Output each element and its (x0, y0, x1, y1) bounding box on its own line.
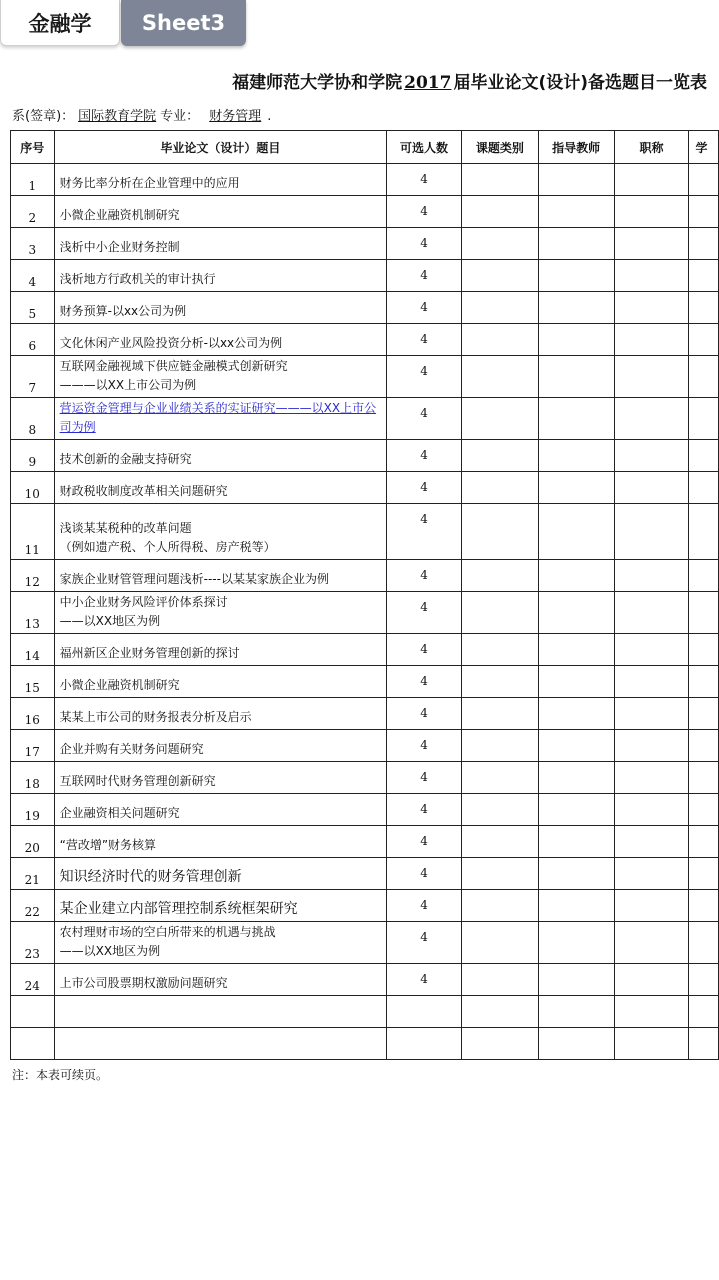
title-suffix: 届毕业论文(设计)备选题目一览表 (453, 73, 707, 93)
header-rank: 职称 (614, 131, 689, 164)
available-count: 4 (387, 324, 462, 356)
rank-cell (614, 730, 689, 762)
table-row (11, 922, 719, 964)
topic-text: 农村理财市场的空白所带来的机遇与挑战 (59, 925, 276, 939)
type-cell (461, 996, 538, 1028)
row-number: 21 (11, 858, 55, 890)
header-topic: 毕业论文（设计）题目 (54, 131, 386, 164)
rank-cell (614, 504, 689, 560)
rank-cell (614, 196, 689, 228)
row-number: 3 (11, 228, 55, 260)
topic-text: 互联网时代财务管理创新研究 (59, 774, 216, 788)
table-row (11, 858, 719, 890)
topic-cell (54, 1028, 386, 1060)
extra-cell (689, 592, 719, 634)
topic-cell (54, 826, 386, 858)
sheet-tab-bar (0, 0, 719, 52)
rank-cell (614, 666, 689, 698)
topic-cell (54, 858, 386, 890)
topic-cell (54, 164, 386, 196)
topic-text: ———以XX上市公司为例 (59, 378, 197, 392)
row-number: 18 (11, 762, 55, 794)
topic-text: 小微企业融资机制研究 (59, 208, 180, 222)
department-line (12, 105, 271, 124)
available-count: 4 (387, 762, 462, 794)
type-cell (461, 356, 538, 398)
topics-table (10, 130, 719, 1060)
available-count: 4 (387, 730, 462, 762)
type-cell (461, 592, 538, 634)
extra-cell (689, 996, 719, 1028)
extra-cell (689, 634, 719, 666)
teacher-cell (538, 666, 614, 698)
topic-cell (54, 666, 386, 698)
type-cell (461, 826, 538, 858)
row-number: 12 (11, 560, 55, 592)
rank-cell (614, 560, 689, 592)
type-cell (461, 964, 538, 996)
table-row (11, 292, 719, 324)
table-row (11, 440, 719, 472)
topic-cell (54, 698, 386, 730)
available-count: 4 (387, 398, 462, 440)
type-cell (461, 324, 538, 356)
row-number: 23 (11, 922, 55, 964)
table-row (11, 592, 719, 634)
type-cell (461, 472, 538, 504)
teacher-cell (538, 634, 614, 666)
type-cell (461, 698, 538, 730)
extra-cell (689, 1028, 719, 1060)
rank-cell (614, 634, 689, 666)
teacher-cell (538, 858, 614, 890)
extra-cell (689, 260, 719, 292)
teacher-cell (538, 762, 614, 794)
row-number (11, 1028, 55, 1060)
row-number: 8 (11, 398, 55, 440)
major-label: 专业： (160, 109, 200, 124)
table-row (11, 228, 719, 260)
topic-text: 财务预算-以xx公司为例 (59, 304, 187, 318)
type-cell (461, 504, 538, 560)
row-number: 5 (11, 292, 55, 324)
topic-text: 企业融资相关问题研究 (59, 806, 180, 820)
major-value: 财务管理 (209, 109, 262, 124)
header-teacher: 指导教师 (538, 131, 614, 164)
teacher-cell (538, 730, 614, 762)
header-type: 课题类别 (461, 131, 538, 164)
topic-cell (54, 560, 386, 592)
teacher-cell (538, 922, 614, 964)
type-cell (461, 890, 538, 922)
teacher-cell (538, 356, 614, 398)
teacher-cell (538, 398, 614, 440)
teacher-cell (538, 1028, 614, 1060)
rank-cell (614, 292, 689, 324)
available-count: 4 (387, 858, 462, 890)
row-number: 17 (11, 730, 55, 762)
available-count: 4 (387, 890, 462, 922)
available-count: 4 (387, 196, 462, 228)
available-count: 4 (387, 504, 462, 560)
table-row (11, 794, 719, 826)
topic-text: 中小企业财务风险评价体系探讨 (59, 595, 228, 609)
topic-cell (54, 196, 386, 228)
extra-cell (689, 356, 719, 398)
row-number: 22 (11, 890, 55, 922)
topic-text: “营改增”财务核算 (59, 838, 157, 852)
footnote: 注：本表可续页。 (12, 1068, 109, 1082)
teacher-cell (538, 164, 614, 196)
topic-text: 某企业建立内部管理控制系统框架研究 (59, 901, 298, 917)
topic-text: 浅析中小企业财务控制 (59, 240, 180, 254)
rank-cell (614, 858, 689, 890)
available-count: 4 (387, 794, 462, 826)
topic-cell (54, 504, 386, 560)
type-cell (461, 440, 538, 472)
table-row (11, 260, 719, 292)
topic-cell (54, 996, 386, 1028)
extra-cell (689, 858, 719, 890)
teacher-cell (538, 440, 614, 472)
title-prefix: 福建师范大学协和学院 (232, 73, 403, 93)
teacher-cell (538, 826, 614, 858)
row-number: 20 (11, 826, 55, 858)
table-header-row (11, 131, 719, 164)
type-cell (461, 922, 538, 964)
rank-cell (614, 356, 689, 398)
table-row (11, 730, 719, 762)
row-number: 11 (11, 504, 55, 560)
extra-cell (689, 398, 719, 440)
extra-cell (689, 890, 719, 922)
header-extra: 学 (689, 131, 719, 164)
available-count (387, 996, 462, 1028)
topic-cell (54, 964, 386, 996)
available-count: 4 (387, 292, 462, 324)
dept-value: 国际教育学院 (78, 109, 157, 124)
table-row (11, 826, 719, 858)
rank-cell (614, 472, 689, 504)
table-row (11, 472, 719, 504)
table-row (11, 560, 719, 592)
available-count: 4 (387, 592, 462, 634)
dept-label: 系(签章)： (12, 109, 75, 124)
teacher-cell (538, 560, 614, 592)
extra-cell (689, 472, 719, 504)
type-cell (461, 858, 538, 890)
rank-cell (614, 996, 689, 1028)
teacher-cell (538, 472, 614, 504)
table-row (11, 324, 719, 356)
teacher-cell (538, 196, 614, 228)
topic-text: ——以XX地区为例 (59, 614, 161, 628)
topic-cell (54, 292, 386, 324)
rank-cell (614, 592, 689, 634)
available-count: 4 (387, 260, 462, 292)
extra-cell (689, 196, 719, 228)
type-cell (461, 666, 538, 698)
available-count: 4 (387, 472, 462, 504)
topic-link[interactable]: 营运资金管理与企业业绩关系的实证研究———以XX上市公司为例 (59, 401, 377, 434)
table-row (11, 890, 719, 922)
topic-cell (54, 634, 386, 666)
topic-cell (54, 922, 386, 964)
row-number: 15 (11, 666, 55, 698)
available-count: 4 (387, 922, 462, 964)
topic-cell (54, 324, 386, 356)
page-title (232, 68, 707, 93)
table-row (11, 196, 719, 228)
type-cell (461, 398, 538, 440)
extra-cell (689, 698, 719, 730)
topic-text: 互联网金融视域下供应链金融模式创新研究 (59, 359, 288, 373)
rank-cell (614, 890, 689, 922)
topic-text: 福州新区企业财务管理创新的探讨 (59, 646, 240, 660)
row-number: 6 (11, 324, 55, 356)
table-row (11, 762, 719, 794)
available-count: 4 (387, 698, 462, 730)
extra-cell (689, 794, 719, 826)
available-count: 4 (387, 666, 462, 698)
topic-cell (54, 794, 386, 826)
row-number: 4 (11, 260, 55, 292)
extra-cell (689, 762, 719, 794)
available-count: 4 (387, 826, 462, 858)
rank-cell (614, 1028, 689, 1060)
extra-cell (689, 164, 719, 196)
topic-cell (54, 890, 386, 922)
type-cell (461, 1028, 538, 1060)
table-row (11, 996, 719, 1028)
extra-cell (689, 964, 719, 996)
table-row (11, 504, 719, 560)
extra-cell (689, 922, 719, 964)
topic-text: 知识经济时代的财务管理创新 (59, 869, 242, 885)
teacher-cell (538, 260, 614, 292)
table-row (11, 698, 719, 730)
extra-cell (689, 730, 719, 762)
line-end: . (267, 109, 272, 124)
teacher-cell (538, 504, 614, 560)
topic-cell (54, 592, 386, 634)
topic-cell (54, 730, 386, 762)
row-number: 24 (11, 964, 55, 996)
topic-text: 上市公司股票期权激励问题研究 (59, 976, 228, 990)
topic-cell (54, 260, 386, 292)
extra-cell (689, 324, 719, 356)
teacher-cell (538, 698, 614, 730)
header-count: 可选人数 (387, 131, 462, 164)
row-number: 10 (11, 472, 55, 504)
topic-text: ——以XX地区为例 (59, 944, 161, 958)
topic-text: （例如遗产税、个人所得税、房产税等） (59, 540, 276, 554)
teacher-cell (538, 996, 614, 1028)
type-cell (461, 292, 538, 324)
teacher-cell (538, 324, 614, 356)
rank-cell (614, 922, 689, 964)
type-cell (461, 730, 538, 762)
topic-text: 浅析地方行政机关的审计执行 (59, 272, 216, 286)
row-number: 16 (11, 698, 55, 730)
available-count: 4 (387, 634, 462, 666)
available-count: 4 (387, 164, 462, 196)
topic-cell[interactable] (54, 398, 386, 440)
available-count: 4 (387, 964, 462, 996)
topic-cell (54, 356, 386, 398)
extra-cell (689, 560, 719, 592)
type-cell (461, 228, 538, 260)
rank-cell (614, 164, 689, 196)
extra-cell (689, 666, 719, 698)
available-count (387, 1028, 462, 1060)
topic-text: 某某上市公司的财务报表分析及启示 (59, 710, 252, 724)
topic-text: 财务比率分析在企业管理中的应用 (59, 176, 240, 190)
title-year: 2017 (404, 73, 452, 93)
type-cell (461, 762, 538, 794)
type-cell (461, 634, 538, 666)
row-number: 14 (11, 634, 55, 666)
extra-cell (689, 292, 719, 324)
row-number (11, 996, 55, 1028)
sheet-tab-sheet3[interactable]: Sheet3 (121, 0, 246, 46)
topic-cell (54, 762, 386, 794)
rank-cell (614, 440, 689, 472)
teacher-cell (538, 890, 614, 922)
topic-text: 浅谈某某税种的改革问题 (59, 521, 192, 535)
extra-cell (689, 440, 719, 472)
table-row (11, 964, 719, 996)
type-cell (461, 794, 538, 826)
table-row (11, 398, 719, 440)
row-number: 7 (11, 356, 55, 398)
available-count: 4 (387, 440, 462, 472)
rank-cell (614, 964, 689, 996)
rank-cell (614, 228, 689, 260)
row-number: 1 (11, 164, 55, 196)
row-number: 9 (11, 440, 55, 472)
header-no: 序号 (11, 131, 55, 164)
extra-cell (689, 504, 719, 560)
type-cell (461, 164, 538, 196)
rank-cell (614, 398, 689, 440)
table-row (11, 356, 719, 398)
teacher-cell (538, 292, 614, 324)
row-number: 13 (11, 592, 55, 634)
topic-cell (54, 472, 386, 504)
extra-cell (689, 826, 719, 858)
topic-text: 家族企业财管管理问题浅析----以某某家族企业为例 (59, 572, 329, 586)
table-row (11, 1028, 719, 1060)
table-row (11, 634, 719, 666)
teacher-cell (538, 592, 614, 634)
rank-cell (614, 826, 689, 858)
rank-cell (614, 698, 689, 730)
topic-text: 财政税收制度改革相关问题研究 (59, 484, 228, 498)
extra-cell (689, 228, 719, 260)
teacher-cell (538, 228, 614, 260)
topic-text: 文化休闲产业风险投资分析-以xx公司为例 (59, 336, 283, 350)
topic-cell (54, 228, 386, 260)
rank-cell (614, 324, 689, 356)
topic-text: 小微企业融资机制研究 (59, 678, 180, 692)
teacher-cell (538, 964, 614, 996)
topic-text: 企业并购有关财务问题研究 (59, 742, 204, 756)
type-cell (461, 260, 538, 292)
rank-cell (614, 260, 689, 292)
type-cell (461, 560, 538, 592)
row-number: 2 (11, 196, 55, 228)
topic-cell (54, 440, 386, 472)
rank-cell (614, 794, 689, 826)
available-count: 4 (387, 356, 462, 398)
available-count: 4 (387, 228, 462, 260)
row-number: 19 (11, 794, 55, 826)
available-count: 4 (387, 560, 462, 592)
type-cell (461, 196, 538, 228)
sheet-tab-finance[interactable]: 金融学 (0, 0, 120, 46)
table-row (11, 666, 719, 698)
topic-text: 技术创新的金融支持研究 (59, 452, 192, 466)
rank-cell (614, 762, 689, 794)
teacher-cell (538, 794, 614, 826)
table-row (11, 164, 719, 196)
